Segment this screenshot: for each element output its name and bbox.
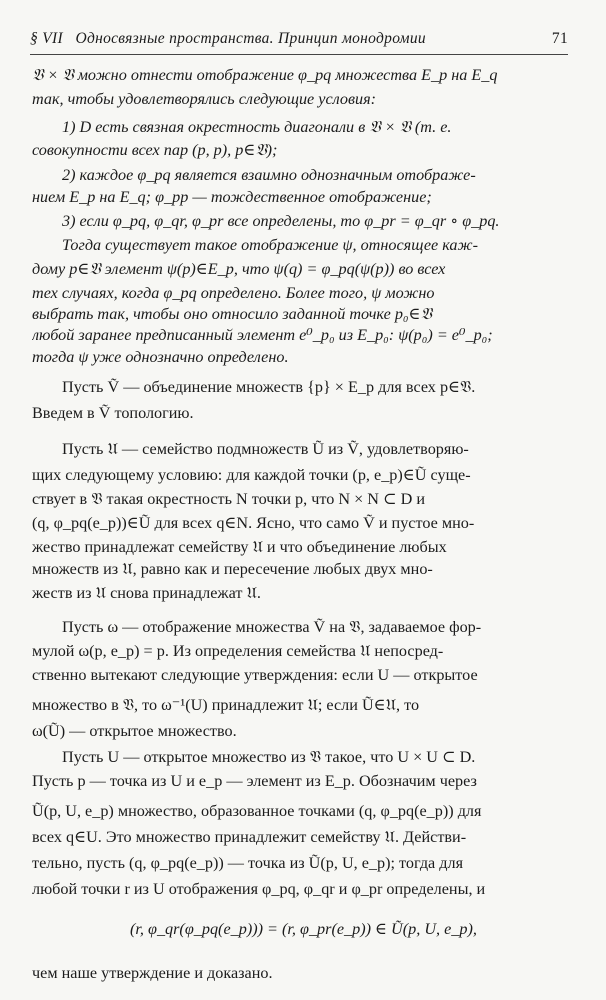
section-number: § VII — [30, 30, 63, 47]
text-line: тогда ψ уже однозначно определено. — [32, 348, 289, 366]
text-line: Введем в Ṽ топологию. — [32, 404, 194, 422]
text-line: множество в 𝔙, то ω⁻¹(U) принадлежит 𝔘; если Ũ∈𝔘, то — [32, 696, 420, 714]
text-line: Пусть U — открытое множество из 𝔙 такое, что U × U ⊂ D. — [62, 748, 476, 766]
header-left — [30, 30, 426, 48]
text-line: ω(Ũ) — открытое множество. — [32, 722, 237, 740]
text-line: нием E_p на E_q; φ_pp — тождественное отображение; — [32, 188, 432, 206]
text-line: Пусть Ṽ — объединение множеств {p} × E_p для всех p∈𝔙. — [62, 378, 476, 396]
text-line: так, чтобы удовлетворялись следующие условия: — [32, 90, 377, 108]
text-line: дому p∈𝔙 элемент ψ(p)∈E_p, что ψ(q) = φ_pq(ψ(p)) во всех — [32, 260, 446, 278]
text-line: ствует в 𝔙 такая окрестность N точки p, что N × N ⊂ D и — [32, 490, 426, 508]
text-line: 1) D есть связная окрестность диагонали в 𝔙 × 𝔙 (т. е. — [62, 118, 452, 136]
text-line: тех случаях, когда φ_pq определено. Более того, ψ можно — [32, 284, 435, 302]
running-header — [30, 30, 568, 52]
text-line: Пусть p — точка из U и e_p — элемент из E_p. Обозначим через — [32, 772, 477, 790]
text-line: любой заранее предписанный элемент e⁰_p₀ из E_p₀: ψ(p₀) = e⁰_p₀; — [32, 326, 493, 344]
display-formula: (r, φ_qr(φ_pq(e_p))) = (r, φ_pr(e_p)) ∈ Ũ(p, U, e_p), — [130, 920, 477, 938]
text-line: 𝔙 × 𝔙 можно отнести отображение φ_pq множества E_p на E_q — [32, 66, 498, 84]
text-line: ственно вытекают следующие утверждения: если U — открытое — [32, 666, 478, 684]
text-line: Пусть 𝔘 — семейство подмножеств Ũ из Ṽ, удовлетворяю- — [62, 440, 469, 458]
text-line: всех q∈U. Это множество принадлежит семейству 𝔘. Действи- — [32, 828, 467, 846]
text-line: жество принадлежат семейству 𝔘 и что объединение любых — [32, 538, 447, 556]
text-line: 2) каждое φ_pq является взаимно однозначным отображе- — [62, 166, 476, 184]
text-line: Ũ(p, U, e_p) множество, образованное точками (q, φ_pq(e_p)) для — [32, 802, 482, 820]
text-line: (q, φ_pq(e_p))∈Ũ для всех q∈N. Ясно, что само Ṽ и пустое мно- — [32, 514, 475, 532]
text-line: выбрать так, чтобы оно относило заданной точке p₀∈𝔙 — [32, 305, 432, 323]
text-line: 3) если φ_pq, φ_qr, φ_pr все определены, то φ_pr = φ_qr ∘ φ_pq. — [62, 212, 500, 230]
text-line: множеств из 𝔘, равно как и пересечение любых двух мно- — [32, 560, 433, 578]
text-line: жеств из 𝔘 снова принадлежат 𝔘. — [32, 584, 261, 602]
text-line: совокупности всех пар (p, p), p∈𝔙); — [32, 141, 278, 159]
page-number: 71 — [551, 30, 568, 47]
text-line: щих следующему условию: для каждой точки (p, e_p)∈Ũ суще- — [32, 466, 471, 484]
text-line: любой точки r из U отображения φ_pq, φ_qr и φ_pr определены, и — [32, 880, 486, 898]
text-line: мулой ω(p, e_p) = p. Из определения семейства 𝔘 непосред- — [32, 642, 444, 660]
chapter-title: Односвязные пространства. Принцип монодромии — [75, 30, 426, 47]
text-line: тельно, пусть (q, φ_pq(e_p)) — точка из Ũ(p, U, e_p); тогда для — [32, 854, 464, 872]
text-line: Тогда существует такое отображение ψ, относящее каж- — [62, 236, 478, 254]
header-rule — [30, 54, 568, 55]
text-line: чем наше утверждение и доказано. — [32, 964, 273, 982]
text-line: Пусть ω — отображение множества Ṽ на 𝔙, задаваемое фор- — [62, 618, 482, 636]
